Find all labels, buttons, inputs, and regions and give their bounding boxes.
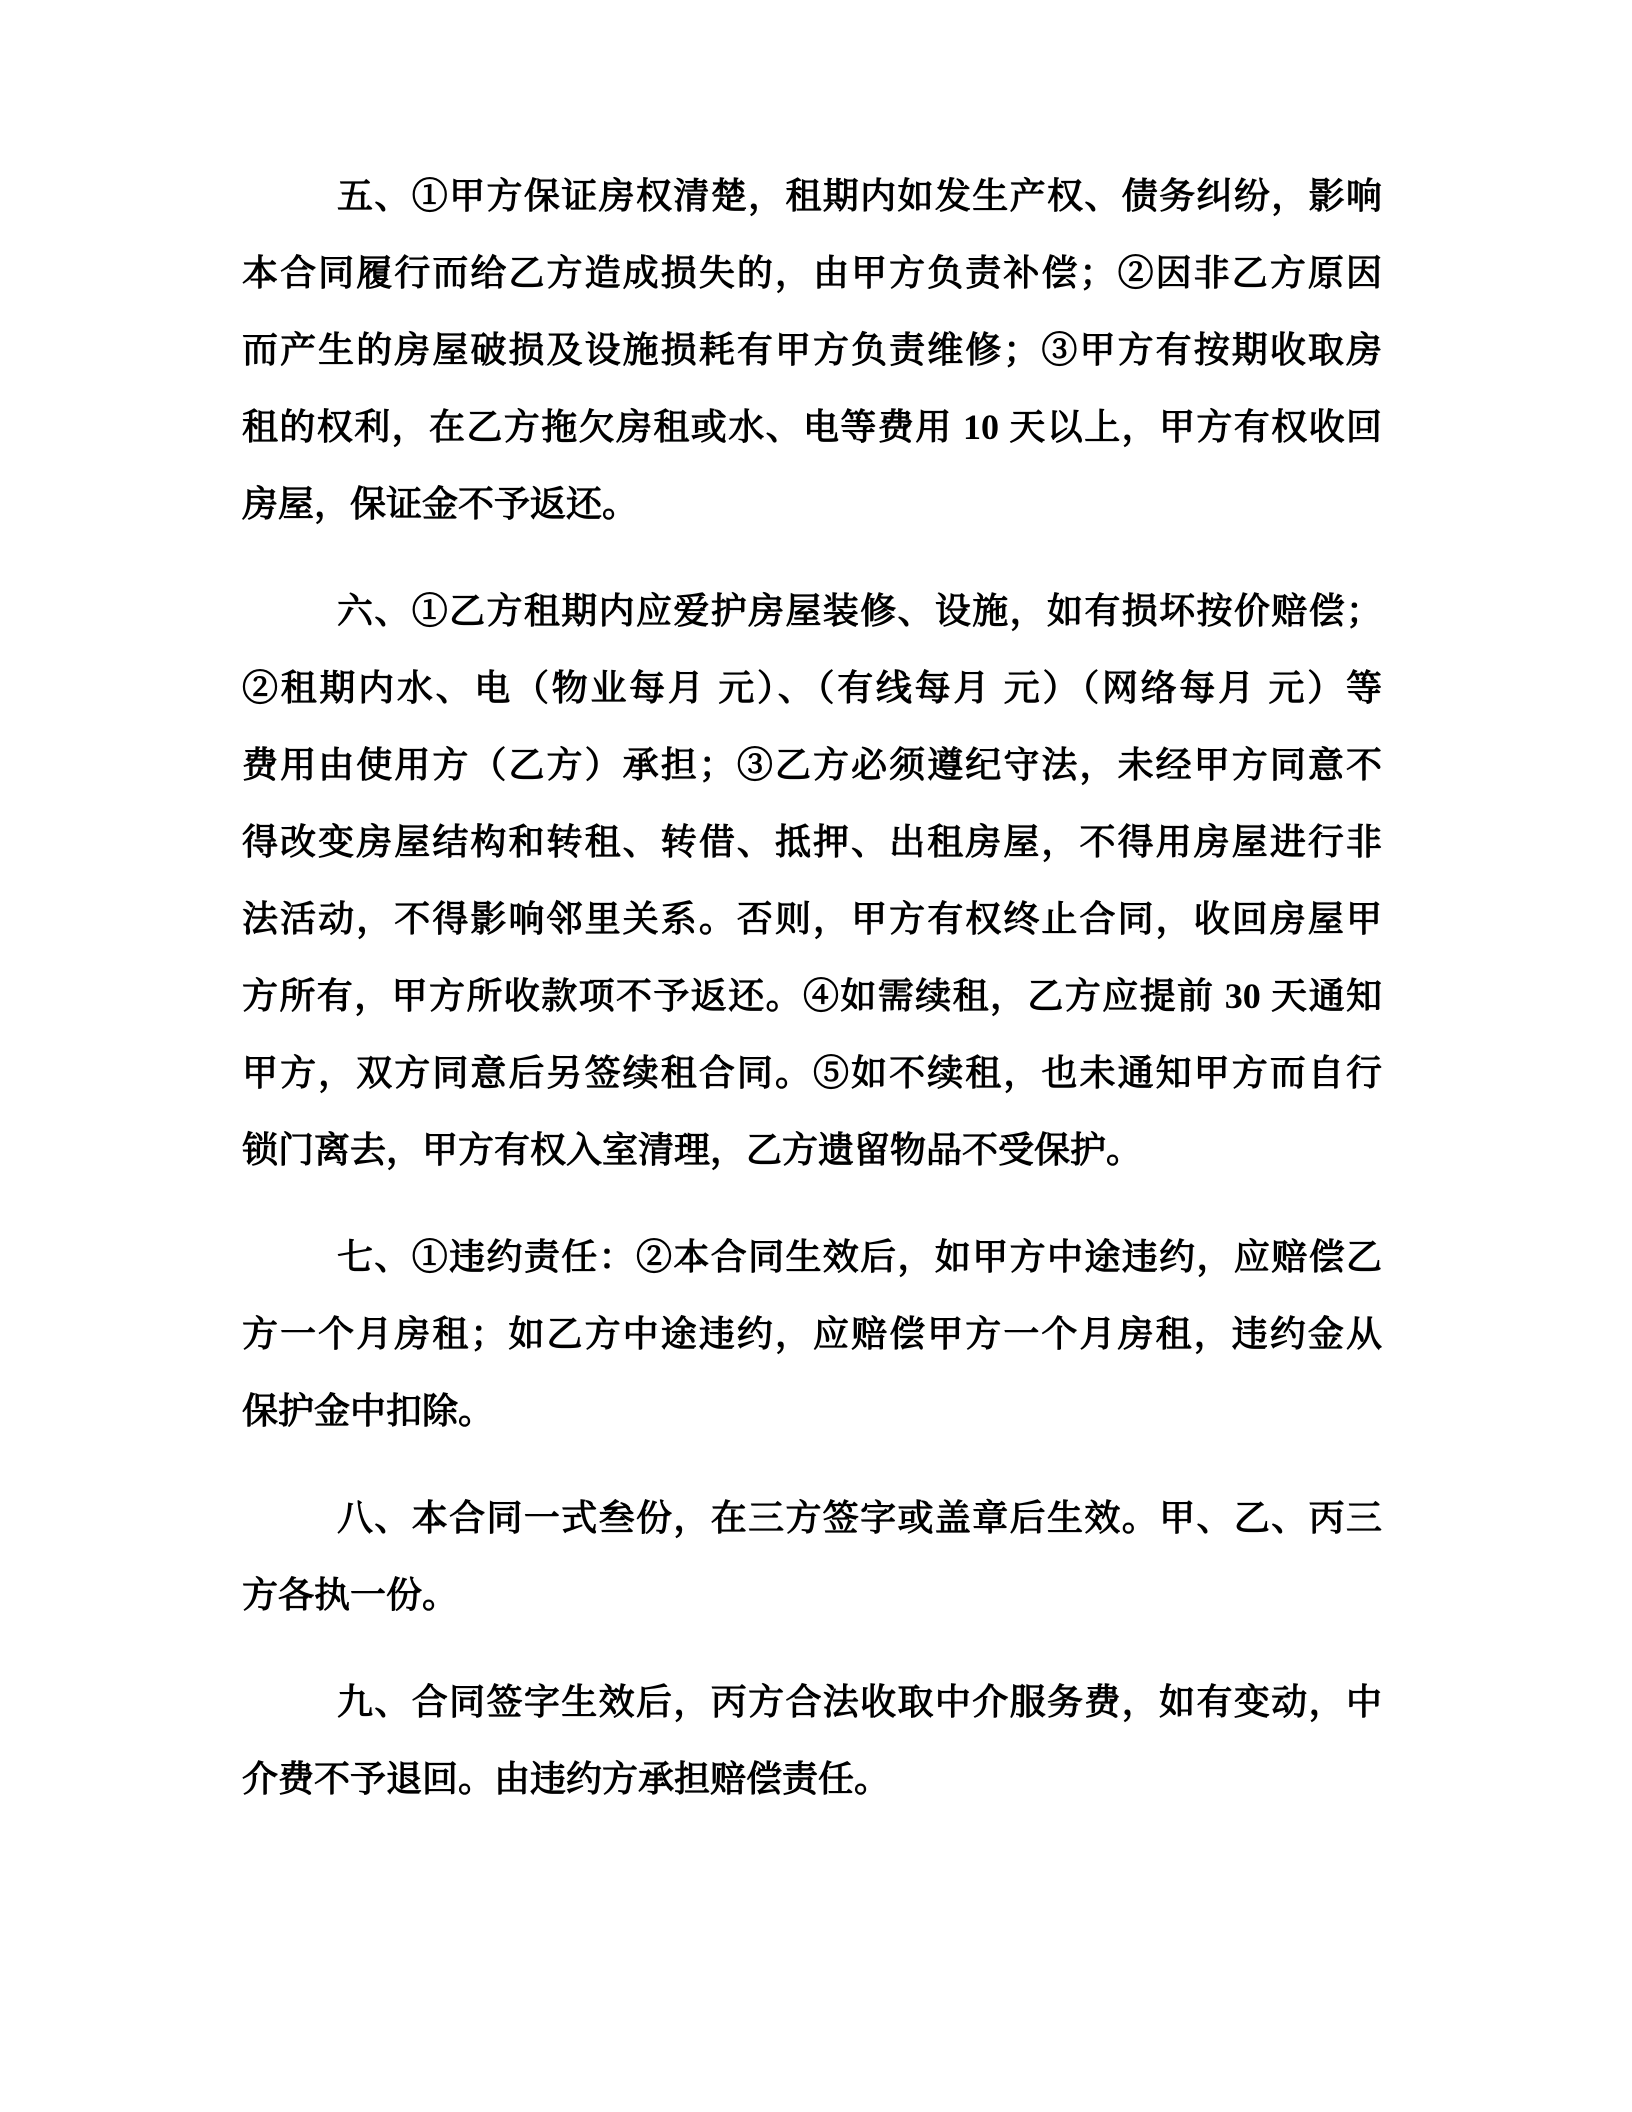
text-line: 费用由使用方（乙方）承担；③乙方必须遵纪守法，未经甲方同意不 [242, 745, 1382, 785]
text-line: 法活动，不得影响邻里关系。否则，甲方有权终止合同，收回房屋甲 [242, 899, 1382, 939]
text-line: 方一个月房租；如乙方中途违约，应赔偿甲方一个月房租，违约金从 [242, 1314, 1382, 1354]
contract-paragraph-clause-7 [242, 1219, 1382, 1450]
contract-body [242, 158, 1382, 1848]
text-line: 八、本合同一式叁份，在三方签字或盖章后生效。甲、乙、丙三 [337, 1498, 1382, 1538]
text-line: 租的权利，在乙方拖欠房租或水、电等费用 10 天以上，甲方有权收回 [242, 407, 1382, 447]
contract-paragraph-clause-6 [242, 573, 1382, 1189]
text-line: 六、①乙方租期内应爱护房屋装修、设施，如有损坏按价赔偿； [337, 591, 1382, 631]
text-line: 九、合同签字生效后，丙方合法收取中介服务费，如有变动，中 [337, 1682, 1382, 1722]
contract-paragraph-clause-8 [242, 1480, 1382, 1634]
text-line: 本合同履行而给乙方造成损失的，由甲方负责补偿；②因非乙方原因 [242, 253, 1382, 293]
text-line: 锁门离去，甲方有权入室清理，乙方遗留物品不受保护。 [242, 1130, 1143, 1170]
contract-paragraph-clause-9 [242, 1664, 1382, 1818]
text-line: 房屋，保证金不予返还。 [242, 484, 639, 524]
text-line: 方各执一份。 [242, 1575, 459, 1615]
text-line: ②租期内水、电（物业每月 元）、（有线每月 元）（网络每月 元）等 [242, 668, 1382, 708]
contract-paragraph-clause-5 [242, 158, 1382, 543]
text-line: 介费不予退回。由违约方承担赔偿责任。 [242, 1759, 891, 1799]
text-line: 五、①甲方保证房权清楚，租期内如发生产权、债务纠纷，影响 [337, 176, 1382, 216]
text-line: 保护金中扣除。 [242, 1391, 495, 1431]
text-line: 甲方，双方同意后另签续租合同。⑤如不续租，也未通知甲方而自行 [242, 1053, 1382, 1093]
text-line: 七、①违约责任：②本合同生效后，如甲方中途违约，应赔偿乙 [337, 1237, 1382, 1277]
text-line: 方所有，甲方所收款项不予返还。④如需续租，乙方应提前 30 天通知 [242, 976, 1382, 1016]
text-line: 得改变房屋结构和转租、转借、抵押、出租房屋，不得用房屋进行非 [242, 822, 1382, 862]
text-line: 而产生的房屋破损及设施损耗有甲方负责维修；③甲方有按期收取房 [242, 330, 1382, 370]
